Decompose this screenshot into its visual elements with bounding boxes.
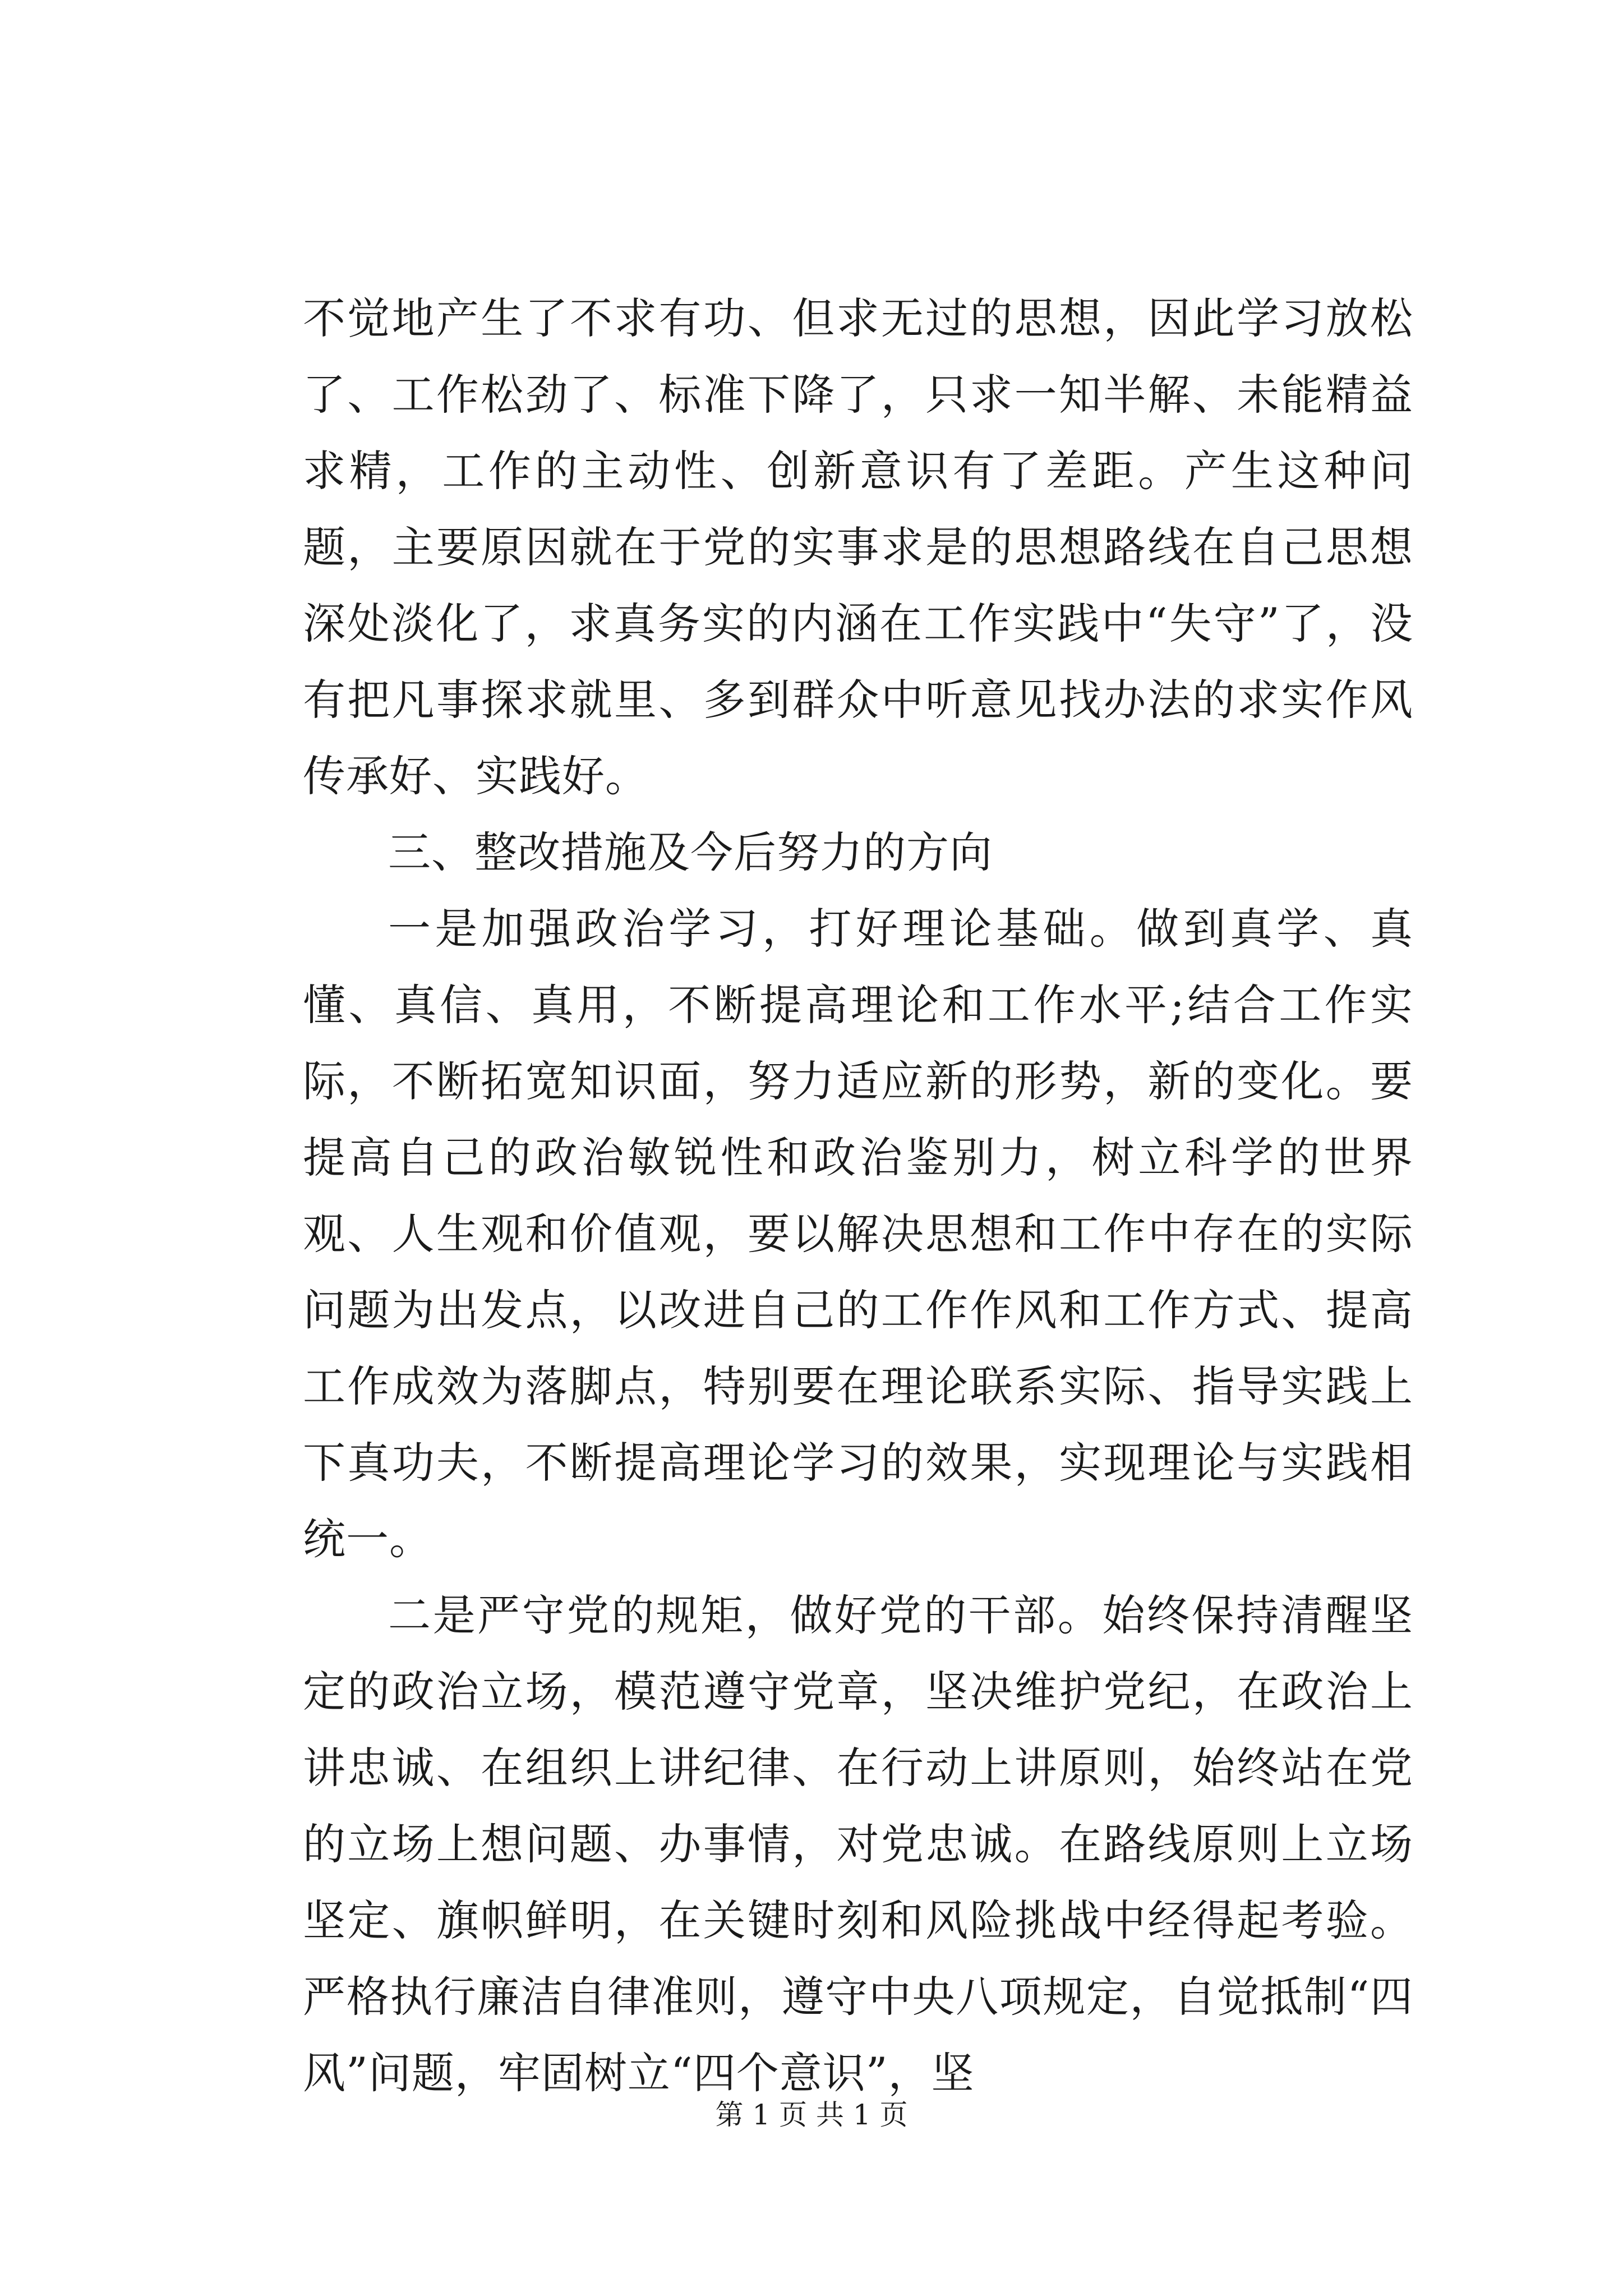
paragraph-measure-one: 一是加强政治学习，打好理论基础。做到真学、真懂、真信、真用，不断提高理论和工作水平;结合工作实际，不断拓宽知识面，努力适应新的形势，新的变化。要提高自己的政治敏锐性和政治鉴别力，树立科学的世界观、人生观和价值观，要以解决思想和工作中存在的实际问题为出发点，以改进自己的工作作风和工作方式、提高工作成效为落脚点，特别要在理论联系实际、指导实践上下真功夫，不断提高理论学习的效果，实现理论与实践相统一。	[303, 904, 1413, 1564]
section-heading: 三、整改措施及今后努力的方向	[388, 827, 993, 877]
paragraph-continuation: 不觉地产生了不求有功、但求无过的思想，因此学习放松了、工作松劲了、标准下降了，只求一知半解、未能精益求精，工作的主动性、创新意识有了差距。产生这种问题，主要原因就在于党的实事求是的思想路线在自己思想深处淡化了，求真务实的内涵在工作实践中“失守”了，没有把凡事探求就里、多到群众中听意见找办法的求实作风传承好、实践好。	[303, 293, 1413, 801]
page-footer: 第 1 页 共 1 页	[715, 2099, 908, 2131]
document-body	[303, 280, 1413, 2111]
paragraph-measure-two: 二是严守党的规矩，做好党的干部。始终保持清醒坚定的政治立场，模范遵守党章，坚决维护党纪，在政治上讲忠诚、在组织上讲纪律、在行动上讲原则，始终站在党的立场上想问题、办事情，对党忠诚。在路线原则上立场坚定、旗帜鲜明，在关键时刻和风险挑战中经得起考验。严格执行廉洁自律准则，遵守中央八项规定，自觉抵制“四风”问题，牢固树立“四个意识”，坚	[303, 1590, 1413, 2098]
